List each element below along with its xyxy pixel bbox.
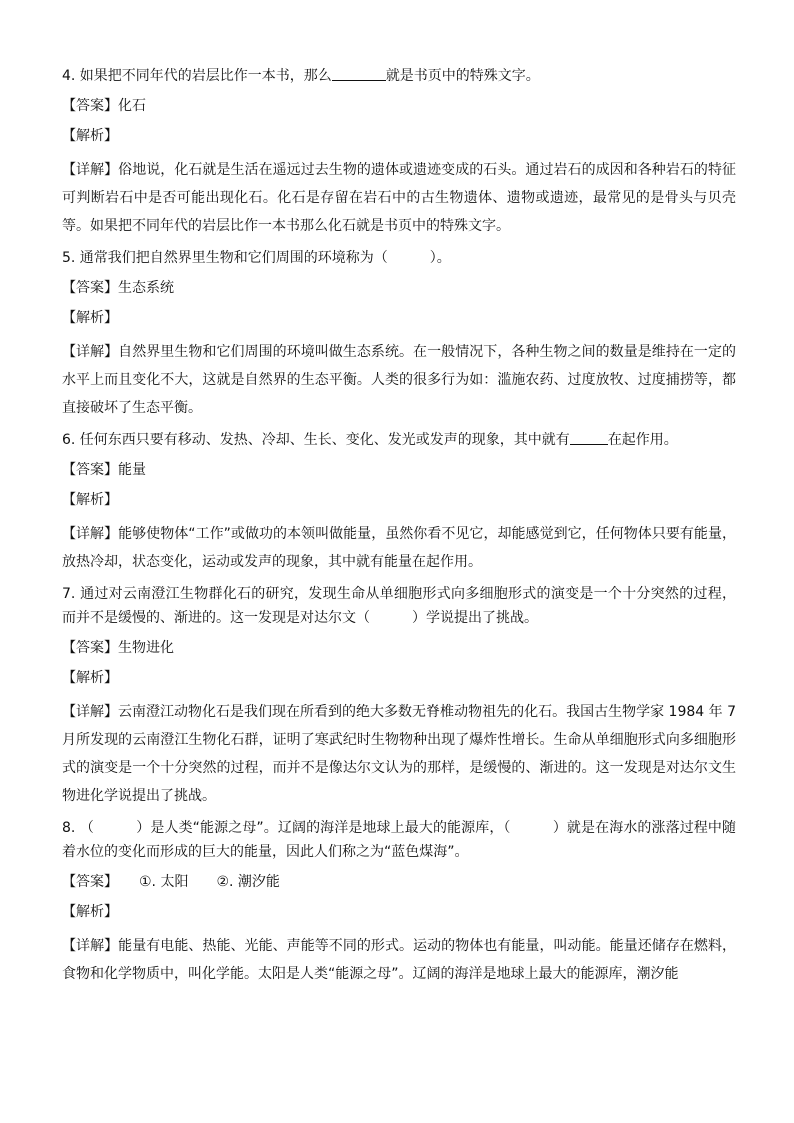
answer-7: 【答案】生物进化: [62, 640, 174, 656]
answer-5: 【答案】生态系统: [62, 280, 174, 296]
analysis-label-6: 【解析】: [62, 492, 118, 508]
analysis-label-5: 【解析】: [62, 310, 118, 326]
explanation-8: 【详解】能量有电能、热能、光能、声能等不同的形式。运动的物体也有能量，叫动能。能量还储存在燃料，食物和化学物质中，叫化学能。太阳是人类“能源之母”。辽阔的海洋是地球上最大的能源库，潮汐能: [62, 938, 736, 982]
question-7: 7. 通过对云南澄江生物群化石的研究，发现生命从单细胞形式向多细胞形式的演变是一个十分突然的过程，而并不是缓慢的、渐进的。这一发现是对达尔文（ ）学说提出了挑战。: [62, 586, 736, 626]
answer-4: 【答案】化石: [62, 98, 146, 114]
answer-8: 【答案】 ①. 太阳 ②. 潮汐能: [62, 874, 280, 890]
document-page: [62, 58, 736, 994]
explanation-5: 【详解】自然界里生物和它们周围的环境叫做生态系统。在一般情况下，各种生物之间的数量是维持在一定的水平上而且变化不大，这就是自然界的生态平衡。人类的很多行为如：滥施农药、过度放牧、过度捕捞等，都直接破坏了生态平衡。: [62, 344, 736, 416]
question-6: 6. 任何东西只要有移动、发热、冷却、生长、变化、发光或发声的现象，其中就有 在起作用。: [62, 432, 678, 448]
question-4: 4. 如果把不同年代的岩层比作一本书，那么 就是书页中的特殊文字。: [62, 68, 540, 84]
answer-blank: [570, 430, 608, 445]
explanation-7: 【详解】云南澄江动物化石是我们现在所看到的绝大多数无脊椎动物祖先的化石。我国古生物学家 1984 年 7 月所发现的云南澄江生物化石群，证明了寒武纪时生物物种出现了爆炸性增长。生命从单细胞形式向多细胞形式的演变是一个十分突然的过程，而并不是像达尔文认为的那样，是缓慢的、渐进的。这一发现是对达尔文生物进化学说提出了挑战。: [62, 704, 736, 804]
question-8: 8. （ ）是人类“能源之母”。辽阔的海洋是地球上最大的能源库，（ ）就是在海水的涨落过程中随着水位的变化而形成的巨大的能量，因此人们称之为“蓝色煤海”。: [62, 820, 736, 860]
analysis-label-7: 【解析】: [62, 670, 118, 686]
analysis-label-4: 【解析】: [62, 128, 118, 144]
explanation-4: 【详解】俗地说，化石就是生活在遥远过去生物的遗体或遗迹变成的石头。通过岩石的成因和各种岩石的特征可判断岩石中是否可能出现化石。化石是存留在岩石中的古生物遗体、遗物或遗迹，最常见的是骨头与贝壳等。如果把不同年代的岩层比作一本书那么化石就是书页中的特殊文字。: [62, 162, 736, 234]
answer-6: 【答案】能量: [62, 462, 146, 478]
answer-blank: [332, 66, 386, 81]
explanation-6: 【详解】能够使物体“工作”或做功的本领叫做能量，虽然你看不见它，却能感觉到它，任何物体只要有能量，放热冷却，状态变化，运动或发声的现象，其中就有能量在起作用。: [62, 526, 736, 570]
analysis-label-8: 【解析】: [62, 904, 118, 920]
question-5: 5. 通常我们把自然界里生物和它们周围的环境称为（ ）。: [62, 250, 451, 266]
